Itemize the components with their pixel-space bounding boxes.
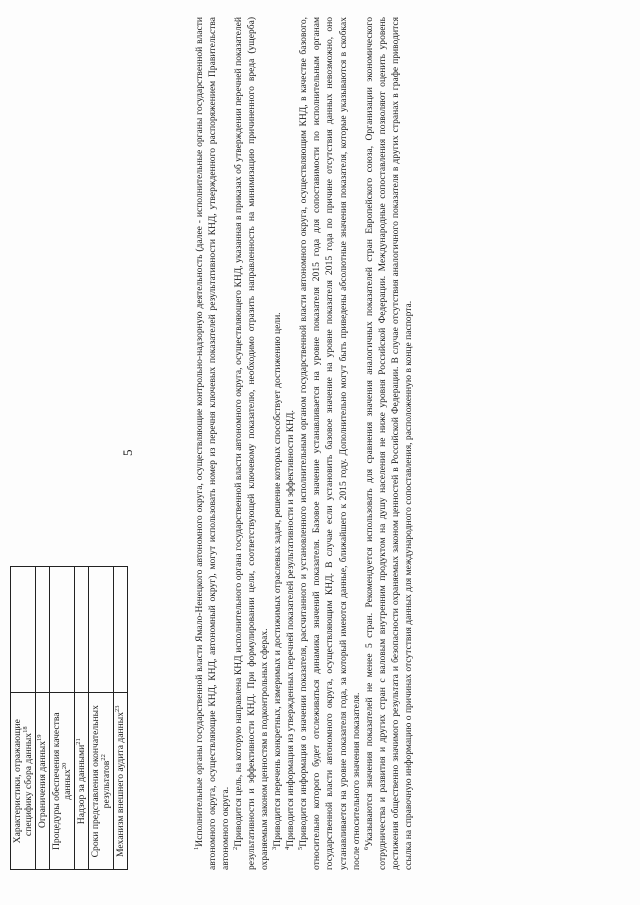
table-row-label (114, 693, 128, 870)
footnote-text: Исполнительные органы государственной власти Ямало-Ненецкого автономного округа, осуществляющие контрольно-надзорную деятельность (далее - исполнительные органы государственной власти автономного округа, осуществляющие КНД, КНД, автономный округ), могут использовать номер из перечня ключевых показателей результативности КНД, утвержденного распоряжением Правительства автономного округа. (194, 17, 232, 870)
table-row-value (114, 567, 128, 693)
table-row-label (50, 693, 75, 870)
table-row-label (11, 693, 36, 870)
row-label-text: Процедуры обеспечения качества данных (51, 712, 74, 851)
footnote (193, 17, 232, 870)
row-label-text: Характеристики, отражающие специфику сбора данных (12, 719, 35, 844)
table-row-value (11, 567, 36, 693)
footnote-text: Указываются значения показателей не менее 5 стран. Рекомендуется использовать для сравнения значения аналогичных показателей стран Европейского союза, Организации экономического сотрудничества и развития и других стран с валовым внутренним продуктом на душу населения не ниже уровня Российской Федерации. Международные сопоставления позволяют оценить уровень достижения общественно значимого результата и безопасности охраняемых законом ценностей в Российской Федерации. В случае отсутствия аналогичного показателя в других странах в графе приводится ссылка на справочную информацию о причинах отсутствия данных для международного сопоставления, расположенную в конце паспорта. (363, 17, 414, 870)
footnote (232, 17, 271, 870)
row-label-text: Сроки представления окончательных результатов (90, 705, 113, 858)
table-row (89, 567, 114, 870)
rotated-content (10, 10, 610, 870)
row-label-text: Ограничения данных (37, 740, 49, 828)
table-row-value (50, 567, 75, 693)
footnote-number: 4 (284, 846, 292, 850)
footnote-text: Приводится перечень конкретных, измеримых и достижимых отраслевых задач, решение которых способствует достижению цели. (272, 312, 284, 847)
table-row-label (75, 693, 89, 870)
table-row (114, 567, 128, 870)
footnote-ref: 19 (35, 734, 43, 741)
footnote-ref: 23 (114, 705, 122, 712)
table-row (75, 567, 89, 870)
footnote-text: Приводится информация из утвержденных перечней показателей результативности и эффективности КНД. (285, 410, 297, 847)
footnote-number: 6 (362, 846, 370, 850)
table-row-value (75, 567, 89, 693)
row-label-text: Надзор за данными (76, 744, 88, 825)
footnote-number: 2 (231, 846, 239, 850)
footnote-text: Приводится информация о значении показателя, рассчитанного и установленного исполнительным органом государственной власти автономного округа, осуществляющим КНД, в качестве базового, относительно которого будет отслеживаться динамика значений показателя. Базовое значение устанавливается на уровне показателя 2015 года для сопоставимости по исполнительным органам государственной власти автономного округа, осуществляющим КНД. В случае если установить базовое значение на уровне показателя 2015 года по причине отсутствия данных невозможно, оно устанавливается на уровне показателя года, за который имеются данные, ближайшего к 2015 году. Дополнительно могут быть приведены абсолютные значения показателя, которые указываются в скобках после относительного значения показателя. (298, 17, 362, 870)
footnote (363, 17, 415, 870)
footnote-text: Приводится цель, на которую направлена КНД исполнительного органа государственной власти автономного округа, осуществляющего КНД, указанная в приказах об утверждении перечней показателей результативности и эффективности КНД. При формулировании цели, соответствующей ключевому показателю, необходимо отразить направленность на минимизацию причиненного вреда (ущерба) охраняемым законом ценностям в подконтрольных сферах. (233, 17, 271, 870)
footnote-ref: 20 (60, 762, 68, 770)
table-row (11, 567, 36, 870)
footnote-number: 5 (297, 846, 305, 850)
table-row-label (89, 693, 114, 870)
table-row-value (89, 567, 114, 693)
page-number: 5 (120, 449, 135, 456)
table-row (50, 567, 75, 870)
row-label-text: Механизм внешнего аудита данных (115, 711, 127, 858)
footnote-ref: 18 (21, 726, 29, 733)
footnotes-block (193, 17, 415, 870)
table-row (36, 567, 50, 870)
footnote (284, 17, 297, 870)
data-characteristics-table (10, 566, 128, 870)
footnote-ref: 21 (74, 738, 82, 745)
table-row-label (36, 693, 50, 870)
footnote (271, 17, 284, 870)
footnote-ref: 22 (100, 754, 108, 761)
table-row-value (36, 567, 50, 693)
footnote-number: 1 (192, 846, 200, 850)
footnote (297, 17, 362, 870)
footnote-number: 3 (271, 846, 279, 850)
